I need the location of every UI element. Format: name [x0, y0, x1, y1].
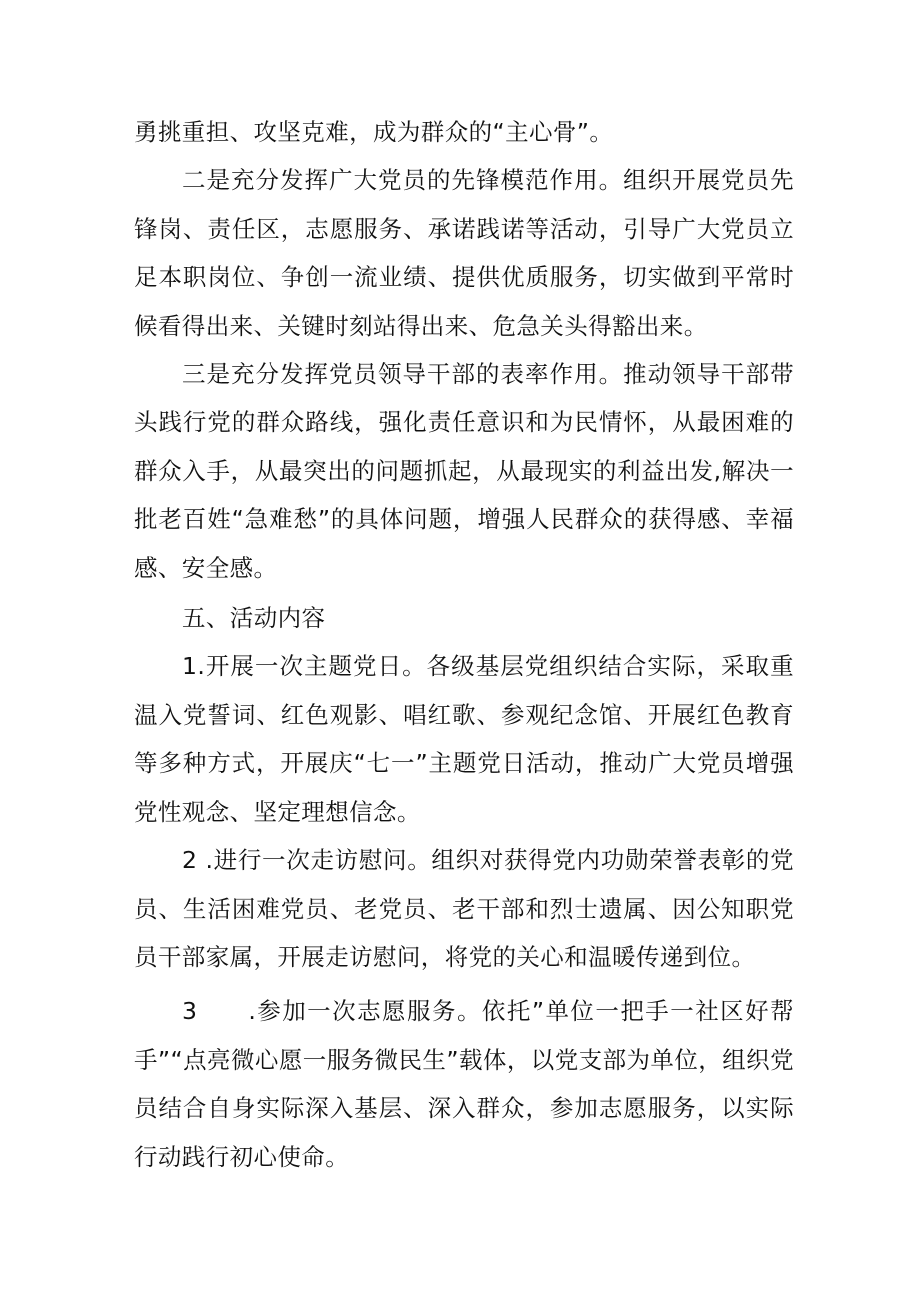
list-item-theme-day: 1.开展一次主题党日。各级基层党组织结合实际，采取重温入党誓词、红色观影、唱红歌、参观纪念馆、开展红色教育等多种方式，开展庆“七一”主题党日活动，推动广大党员增强党性观念、坚定理想信念。 — [134, 652, 794, 826]
paragraph-leader-role: 三是充分发挥党员领导干部的表率作用。推动领导干部带头践行党的群众路线，强化责任意识和为民情怀，从最困难的群众入手，从最突出的问题抓起，从最现实的利益出发,解决一批老百姓“急难愁”的具体问题，增强人民群众的获得感、幸福感、安全感。 — [134, 360, 794, 582]
paragraph-party-member-role: 二是充分发挥广大党员的先锋模范作用。组织开展党员先锋岗、责任区，志愿服务、承诺践诺等活动，引导广大党员立足本职岗位、争创一流业绩、提供优质服务，切实做到平常时候看得出来、关键时刻站得出来、危急关头得豁出来。 — [134, 166, 794, 340]
list-item-visit: 2 .进行一次走访慰问。组织对获得党内功勋荣誉表彰的党员、生活困难党员、老党员、老干部和烈士遗属、因公知职党员干部家属，开展走访慰问，将党的关心和温暖传递到位。 — [134, 846, 794, 971]
list-item-volunteer: 3 .参加一次志愿服务。依托”单位一把手一社区好帮手”“点亮微心愿一服务微民生”载体，以党支部为单位，组织党员结合自身实际深入基层、深入群众，参加志愿服务，以实际行动践行初心使命。 — [134, 997, 794, 1171]
section-heading-activities: 五、活动内容 — [182, 604, 326, 633]
document-body — [134, 108, 794, 1181]
paragraph-continuation: 勇挑重担、攻坚克难，成为群众的“主心骨”。 — [134, 118, 614, 146]
